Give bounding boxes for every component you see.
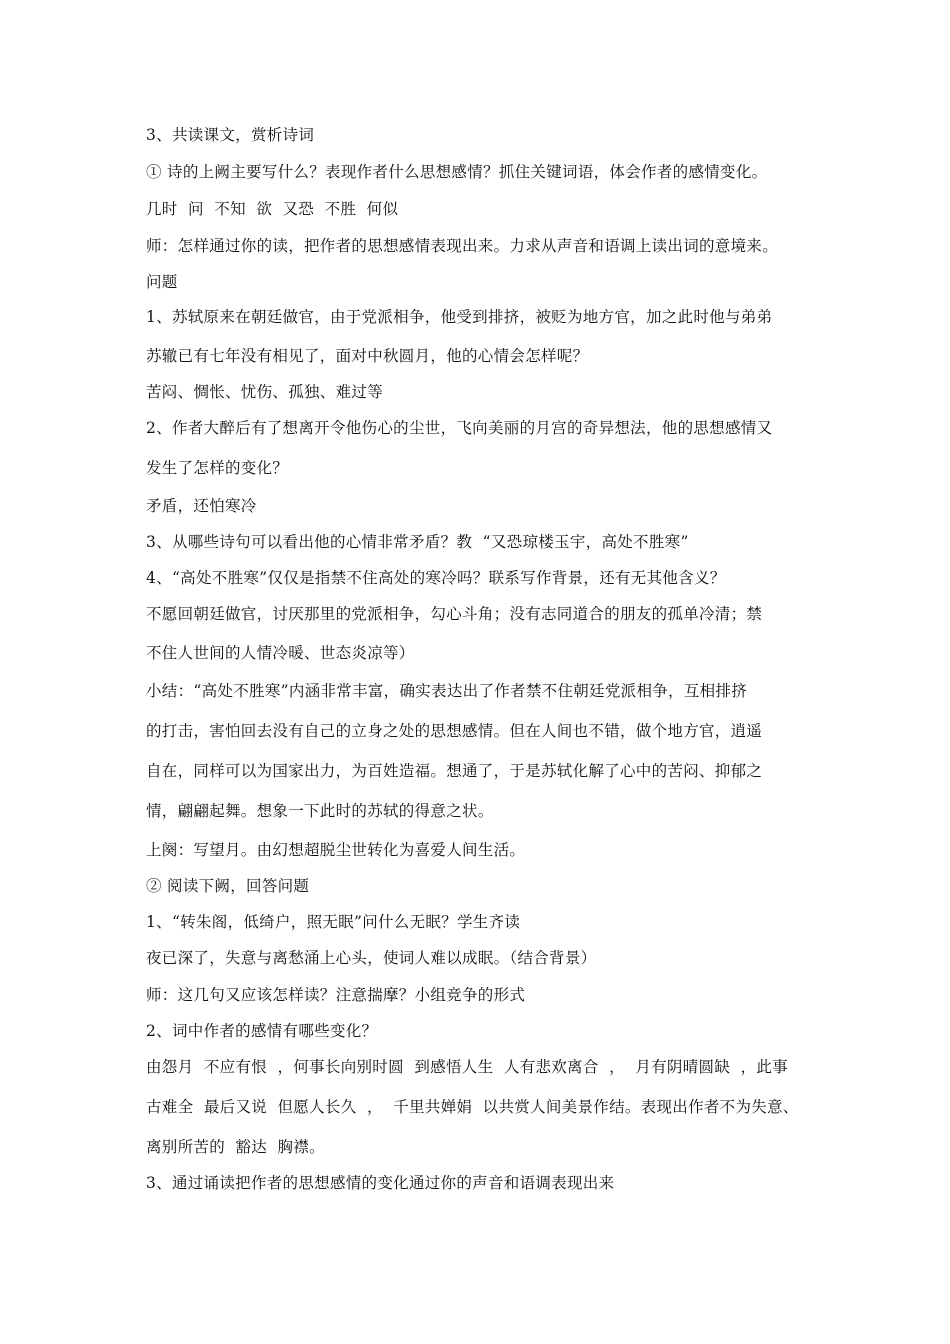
question-4: 4、“高处不胜寒”仅仅是指禁不住高处的寒冷吗？联系写作背景，还有无其他含义？ — [146, 569, 726, 587]
lower-stanza-heading: ② 阅读下阙，回答问题 — [146, 877, 310, 895]
lower-answer-2-line-2: 古难全 最后又说 但愿人长久 ， 千里共婵娟 以共赏人间美景作结。表现出作者不为失意、 — [146, 1098, 799, 1116]
question-1-line-1: 1、苏轼原来在朝廷做官，由于党派相争，他受到排挤，被贬为地方官，加之此时他与弟弟 — [146, 308, 773, 326]
question-2-line-1: 2、作者大醉后有了想离开令他伤心的尘世，飞向美丽的月宫的奇异想法，他的思想感情又 — [146, 419, 773, 437]
question-3: 3、从哪些诗句可以看出他的心情非常矛盾？教 “又恐琼楼玉宇，高处不胜寒” — [146, 533, 689, 551]
teacher-reading-note: 师：这几句又应该怎样读？注意揣摩？小组竞争的形式 — [146, 986, 526, 1004]
summary-line-4: 情，翩翩起舞。想象一下此时的苏轼的得意之状。 — [146, 802, 494, 820]
lower-answer-2-line-1: 由怨月 不应有恨 ，何事长向别时圆 到感悟人生 人有悲欢离合 ， 月有阴晴圆缺 ，此事 — [146, 1058, 788, 1076]
summary-line-3: 自在，同样可以为国家出力，为百姓造福。想通了，于是苏轼化解了心中的苦闷、抑郁之 — [146, 762, 763, 780]
keywords-line: 几时 问 不知 欲 又恐 不胜 何似 — [146, 200, 399, 218]
question-upper-stanza: ① 诗的上阙主要写什么？表现作者什么思想感情？抓住关键词语，体会作者的感情变化。 — [146, 163, 768, 181]
summary-line-2: 的打击，害怕回去没有自己的立身之处的思想感情。但在人间也不错，做个地方官，逍遥 — [146, 722, 763, 740]
lower-answer-2-line-3: 离别所苦的 豁达 胸襟。 — [146, 1138, 325, 1156]
lower-question-3: 3、通过诵读把作者的思想感情的变化通过你的声音和语调表现出来 — [146, 1174, 615, 1192]
lower-question-1: 1、“转朱阁，低绮户，照无眠”问什么无眠？学生齐读 — [146, 913, 521, 931]
answer-4-line-2: 不住人世间的人情冷暖、世态炎凉等） — [146, 644, 415, 662]
lower-answer-1: 夜已深了，失意与离愁涌上心头，使词人难以成眠。（结合背景） — [146, 949, 597, 967]
answer-2: 矛盾，还怕寒冷 — [146, 497, 257, 515]
question-2-line-2: 发生了怎样的变化？ — [146, 459, 289, 477]
questions-label: 问题 — [146, 273, 178, 291]
answer-1: 苦闷、惆怅、忧伤、孤独、难过等 — [146, 383, 384, 401]
teacher-instruction: 师：怎样通过你的读，把作者的思想感情表现出来。力求从声音和语调上读出词的意境来。 — [146, 237, 779, 255]
lower-question-2: 2、词中作者的感情有哪些变化？ — [146, 1022, 378, 1040]
summary-line-1: 小结：“高处不胜寒”内涵非常丰富，确实表达出了作者禁不住朝廷党派相争，互相排挤 — [146, 682, 748, 700]
answer-4-line-1: 不愿回朝廷做官，讨厌那里的党派相争，勾心斗角；没有志同道合的朋友的孤单冷清；禁 — [146, 605, 763, 623]
section-heading: 3、共读课文，赏析诗词 — [146, 126, 315, 144]
question-1-line-2: 苏辙已有七年没有相见了，面对中秋圆月，他的心情会怎样呢？ — [146, 347, 589, 365]
upper-stanza-conclusion: 上阕：写望月。由幻想超脱尘世转化为喜爱人间生活。 — [146, 841, 526, 859]
